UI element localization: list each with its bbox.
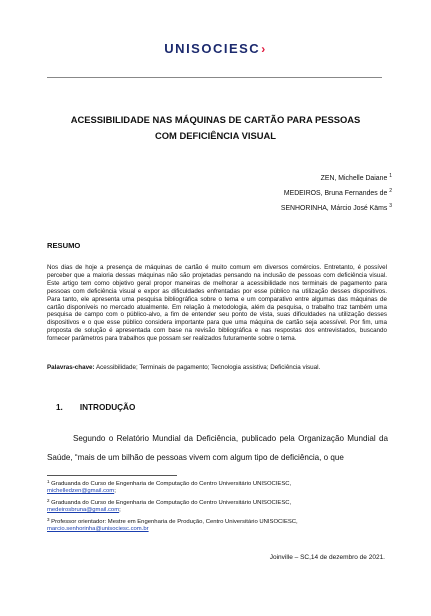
section-number: 1. [56, 403, 63, 412]
keywords-value: Acessibilidade; Terminais de pagamento; Tecnologia assistiva; Deficiência visual. [96, 364, 321, 371]
unisociesc-logo [0, 41, 431, 56]
keywords [47, 364, 387, 371]
logo-text: UNISOCIESC [164, 41, 261, 56]
footnote-2: $^2$ Graduanda do Curso de Engenharia de Computação do Centro Universitário UNISOCIESC, medeirosbruna@gmail.com; [47, 498, 292, 514]
paper-title [40, 112, 391, 144]
abstract-text: Nos dias de hoje a presença de máquinas de cartão é muito comum em diversos comércios. Entretanto, é possível perceber que a maioria dessas máquinas não são projetadas pensando na inclusão de pessoas com deficiência visual. Este artigo tem como objetivo geral propor maneiras de melhorar a acessibilidade nos terminais de pagamento para pessoas com deficiência visual e expor as dificuldades enfrentadas por esse público na utilização desses dispositivos. Para tanto, ele apresenta uma pesquisa bibliográfica sobre o tema e um comparativo entre algumas das máquinas de cartão disponíveis no mercado atualmente. Em relação à metodologia, além da pesquisa, o trabalho traz também uma pesquisa de campo com o público-alvo, a fim de entender seu ponto de vista, suas dificuldades na utilização desses dispositivos e o que esse público considera importante para que uma máquina de cartão seja acessível. Por fim, uma proposta de solução é apresentada com base na revisão bibliográfica e nas respostas dos entrevistados, buscando fornecer parâmetros para trabalhos que possam ser realizados futuramente sobre o tema. [47, 264, 387, 343]
section-heading-introduction [56, 403, 135, 412]
footnote-ref-1[interactable]: 1 [389, 173, 392, 179]
footnote-2-email-link[interactable]: medeirosbruna@gmail.com [47, 507, 120, 514]
author-1: ZEN, Michelle Daiane $^1$ [320, 173, 392, 182]
introduction-text: Segundo o Relatório Mundial da Deficiência, publicado pela Organização Mundial da Saúde, “mais de um bilhão de pessoas vivem com algum tipo de deficiência, o que [47, 434, 388, 462]
footnote-1-email-link[interactable]: michelledzen@gmail.com [47, 488, 115, 495]
abstract-heading: RESUMO [47, 241, 81, 250]
footnote-3: $^3$ Professor orientador: Mestre em Engenharia de Produção, Centro Universitário UNISOCIESC, marcio.senhorinha@unisociesc.com.br [47, 517, 298, 533]
footnote-3-email-link[interactable]: marcio.senhorinha@unisociesc.com.br [47, 526, 149, 533]
footnote-divider [47, 475, 177, 476]
section-title: INTRODUÇÃO [79, 403, 136, 412]
header-divider [47, 77, 382, 78]
introduction-paragraph [47, 429, 388, 467]
footnote-ref-3[interactable]: 3 [389, 203, 392, 209]
logo-chevron-icon: › [261, 42, 267, 56]
footnote-ref-2[interactable]: 2 [389, 188, 392, 194]
author-3: SENHORINHA, Márcio José Käms $^3$ [280, 203, 392, 212]
footnote-1: $^1$ Graduanda do Curso de Engenharia de Computação do Centro Universitário UNISOCIESC, michelledzen@gmail.com; [47, 479, 292, 495]
title-line-2: COM DEFICIÊNCIA VISUAL [154, 130, 276, 141]
footer-place-date: Joinville – SC,14 de dezembro de 2021. [269, 554, 385, 561]
keywords-label: Palavras-chave: [47, 364, 95, 371]
footnotes [47, 478, 392, 536]
author-2: MEDEIROS, Bruna Fernandes de $^2$ [283, 188, 392, 197]
title-line-1: ACESSIBILIDADE NAS MÁQUINAS DE CARTÃO PARA PESSOAS [70, 114, 361, 125]
author-list [281, 170, 392, 215]
